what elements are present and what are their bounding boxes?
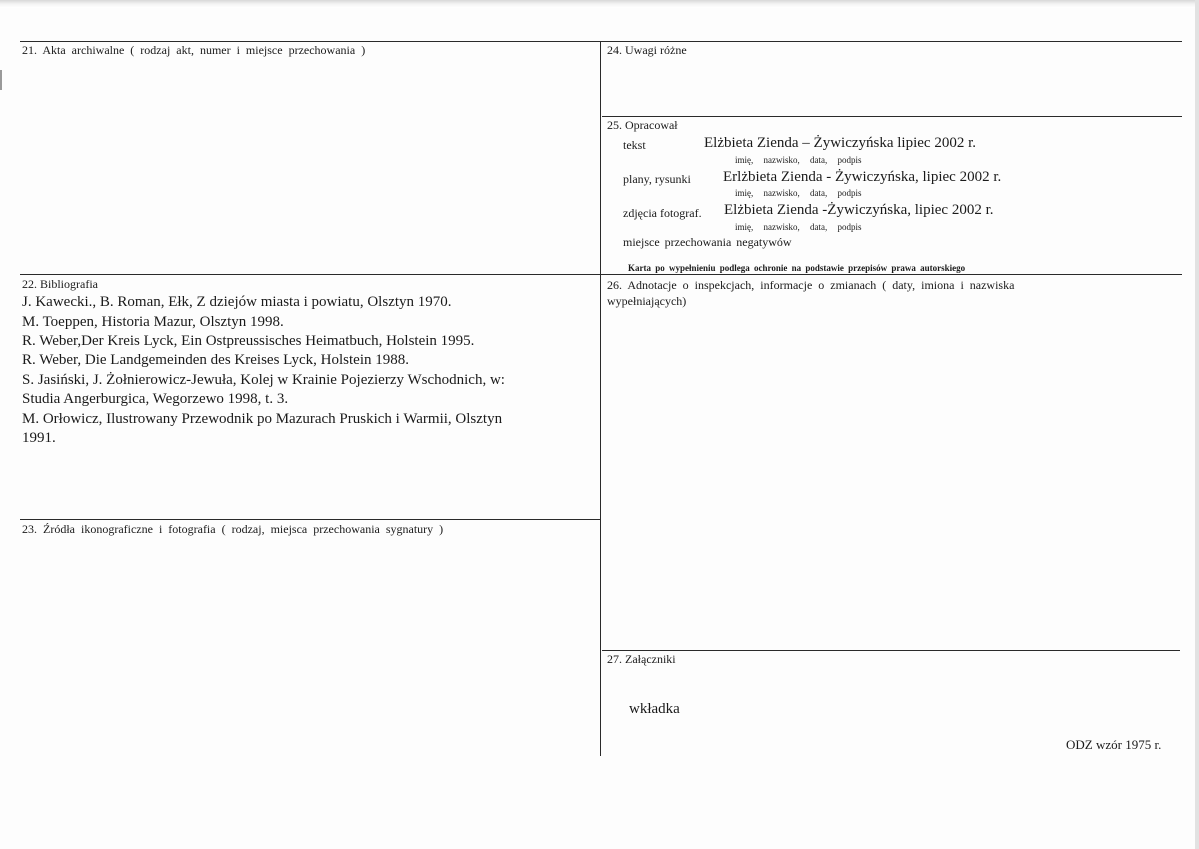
row-photos-hint: imię, nazwisko, data, podpis [735,222,862,232]
row-plans-value: Erlżbieta Zienda - Żywiczyńska, lipiec 2002 r. [723,169,1002,185]
section-26-title-cont: wypełniających) [607,294,687,308]
rule-22-23 [20,519,600,520]
center-divider [600,41,601,756]
row-text-value: Elżbieta Zienda – Żywiczyńska lipiec 2002 r. [704,135,976,151]
rule-middle [20,274,1182,275]
bibliography-entry: M. Toeppen, Historia Mazur, Olsztyn 1998. [22,314,284,330]
rule-24-25 [602,116,1182,117]
scan-edge-right [1195,0,1199,849]
top-rule [20,41,1182,42]
copyright-note: Karta po wypełnieniu podlega ochronie na podstawie przepisów prawa autorskiego [628,263,966,273]
section-21-title: 21. Akta archiwalne ( rodzaj akt, numer i miejsce przechowania ) [22,43,366,57]
row-plans-hint: imię, nazwisko, data, podpis [735,188,862,198]
row-plans-label: plany, rysunki [623,172,691,186]
row-photos-value: Elżbieta Zienda -Żywiczyńska, lipiec 2002 r. [724,202,994,218]
negatives-label: miejsce przechowania negatywów [623,235,792,249]
bibliography-entry: M. Orłowicz, Ilustrowany Przewodnik po Mazurach Pruskich i Warmii, Olsztyn [22,411,503,427]
scan-edge-top [0,0,1199,8]
bibliography-entry: S. Jasiński, J. Żołnierowicz-Jewuła, Kolej w Krainie Pojezierzy Wschodnich, w: [22,372,505,388]
section-22-title: 22. Bibliografia [22,277,98,291]
bibliography-entry: 1991. [22,430,56,446]
bibliography-entry: J. Kawecki., B. Roman, Ełk, Z dziejów miasta i powiatu, Olsztyn 1970. [22,294,452,310]
row-text-label: tekst [623,138,646,152]
bibliography-entry: R. Weber,Der Kreis Lyck, Ein Ostpreussisches Heimatbuch, Holstein 1995. [22,333,475,349]
bibliography-entry: Studia Angerburgica, Wegorzewo 1998, t. 3. [22,391,289,407]
section-26-title: 26. Adnotacje o inspekcjach, informacje o zmianach ( daty, imiona i nazwiska [607,278,1015,292]
attachments-value: wkładka [629,701,680,717]
rule-26-27 [602,650,1180,651]
row-text-hint: imię, nazwisko, data, podpis [735,155,862,165]
section-23-title: 23. Źródła ikonograficzne i fotografia ( rodzaj, miejsca przechowania sygnatury ) [22,522,444,536]
bibliography-entry: R. Weber, Die Landgemeinden des Kreises Lyck, Holstein 1988. [22,352,409,368]
section-24-title: 24. Uwagi różne [607,43,687,57]
section-27-title: 27. Załączniki [607,652,676,666]
form-version-label: ODZ wzór 1975 r. [1066,737,1162,752]
row-photos-label: zdjęcia fotograf. [623,206,702,220]
section-25-title: 25. Opracował [607,118,678,132]
scan-mark-left [0,70,2,90]
